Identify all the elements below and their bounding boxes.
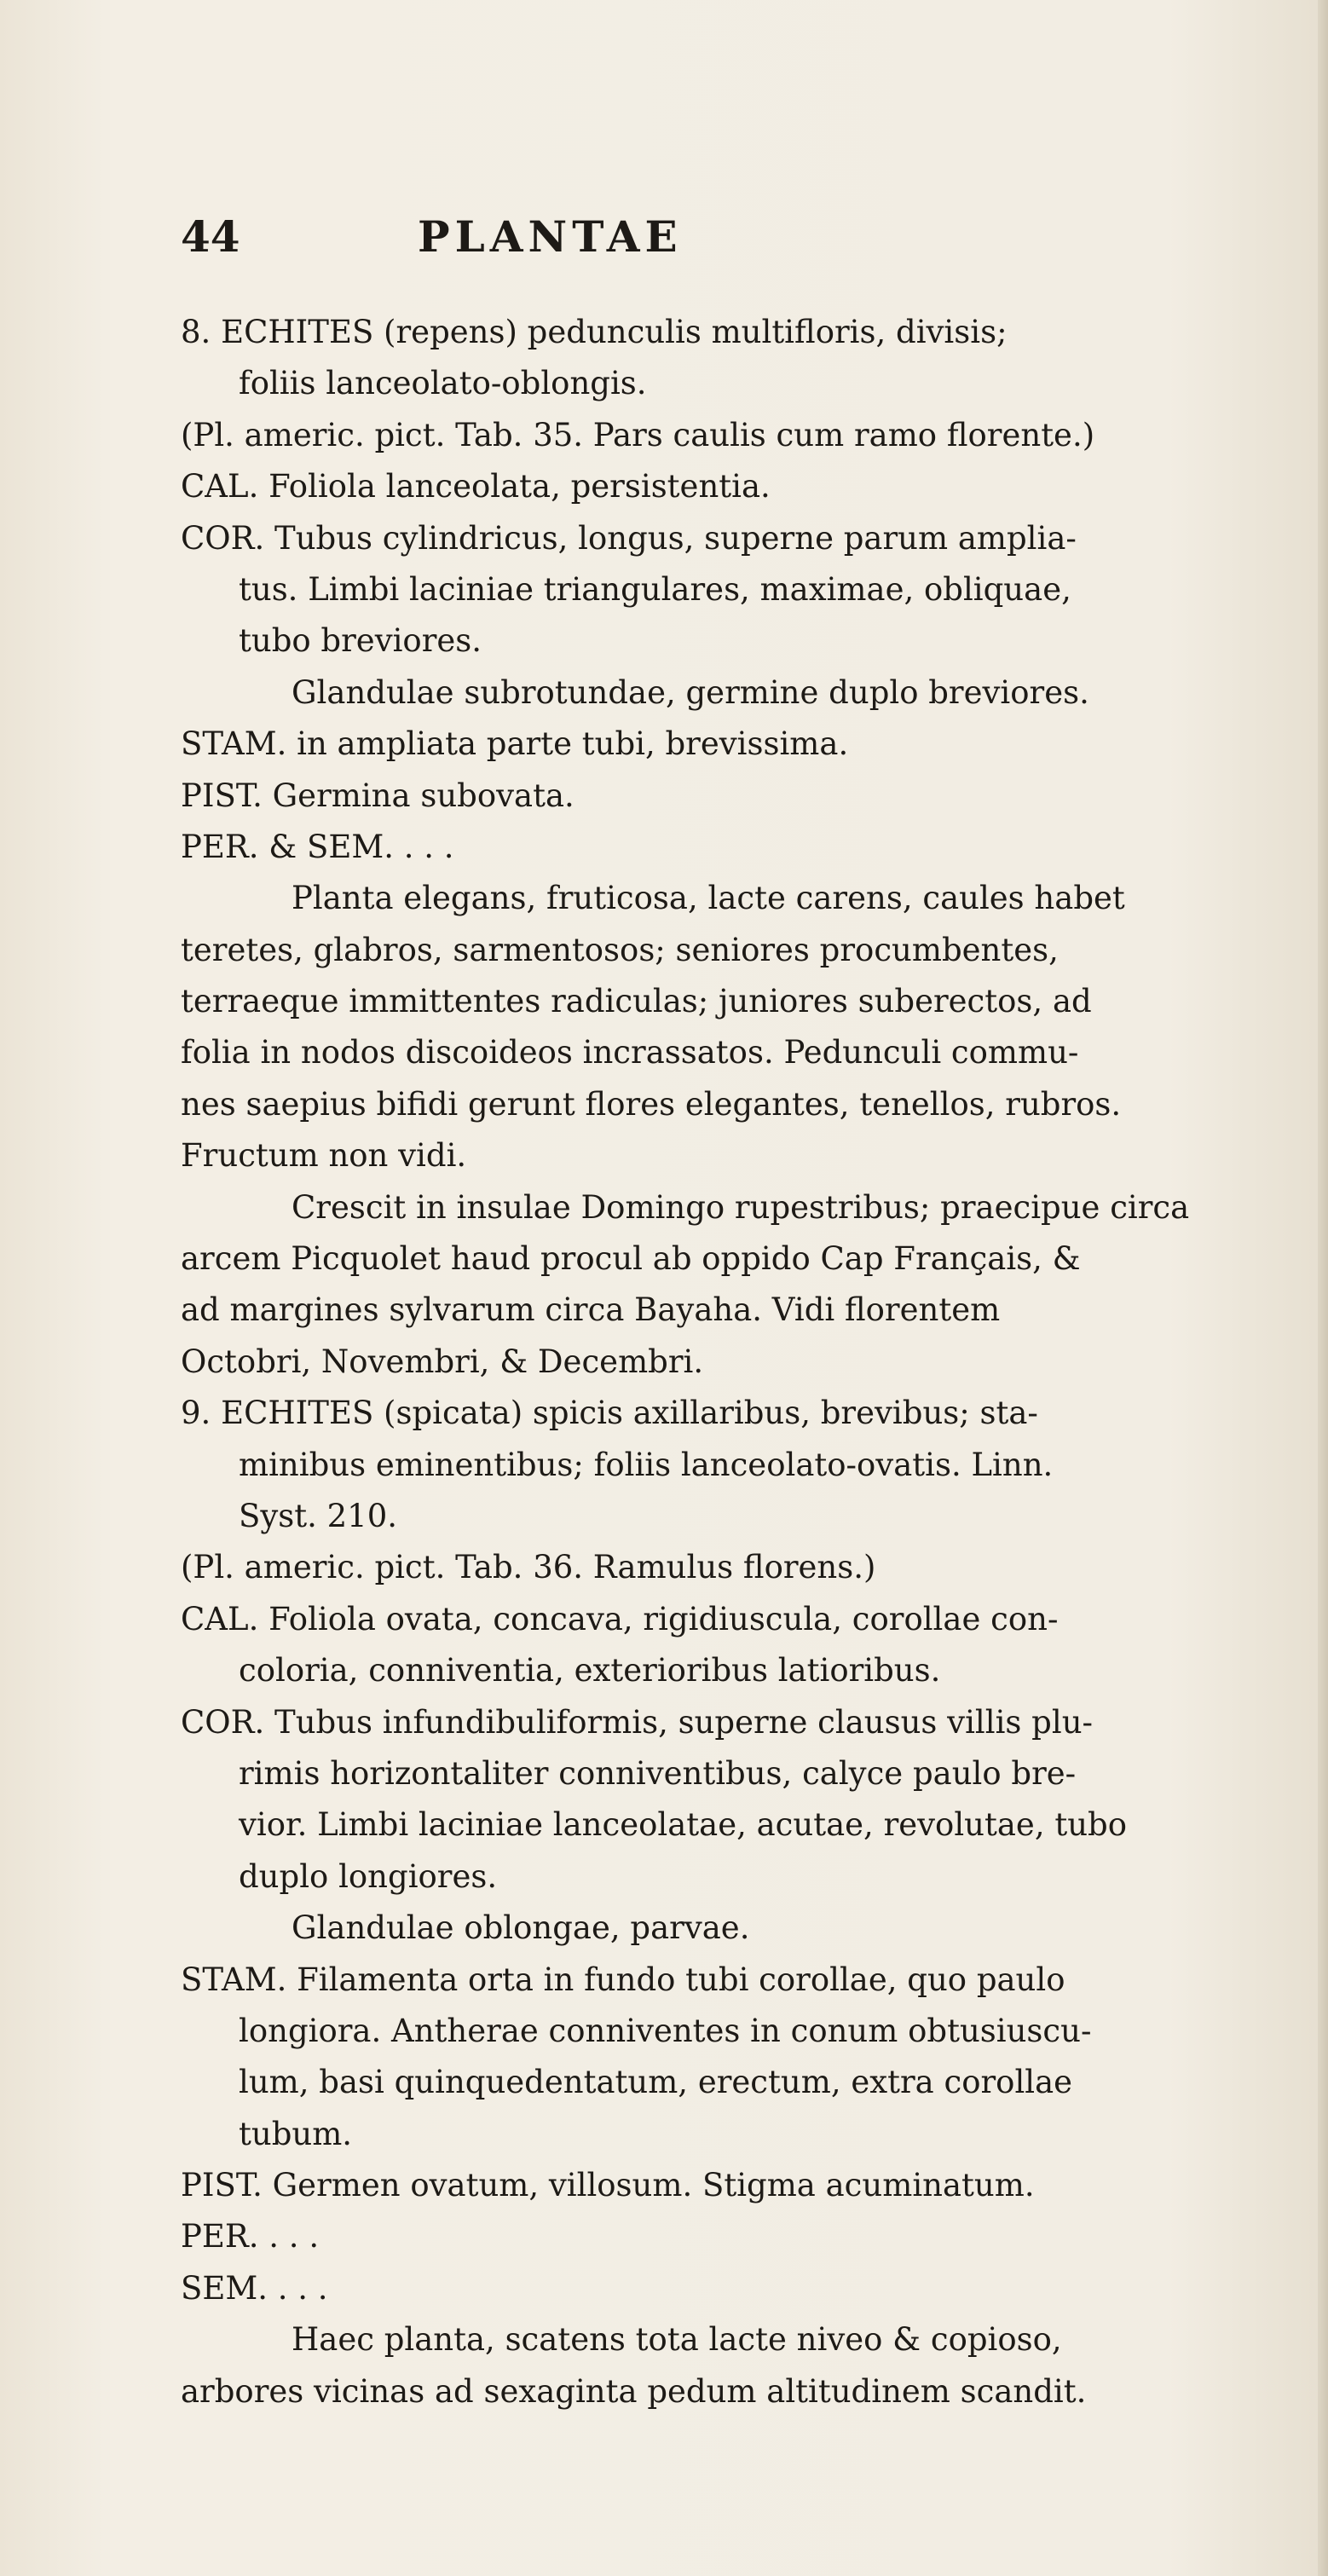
text-line: 9. ECHITES (spicata) spicis axillaribus, brevibus; sta- (181, 1395, 1038, 1432)
text-line: rimis horizontaliter conniventibus, calyce paulo bre- (239, 1754, 1077, 1792)
text-line: STAM. Filamenta orta in fundo tubi corollae, quo paulo (181, 1961, 1065, 1998)
page-header (181, 211, 1255, 271)
text-line: Fructum non vidi. (181, 1137, 467, 1175)
text-line: SEM. . . . (181, 2269, 328, 2307)
text-line: terraeque immittentes radiculas; juniores suberectos, ad (181, 983, 1092, 1020)
text-line: nes saepius bifidi gerunt flores elegantes, tenellos, rubros. (181, 1085, 1122, 1123)
text-line: tubum. (239, 2115, 353, 2152)
text-line: minibus eminentibus; foliis lanceolato-ovatis. Linn. (239, 1446, 1054, 1483)
text-line: arbores vicinas ad sexaginta pedum altitudinem scandit. (181, 2372, 1087, 2410)
text-line: (Pl. americ. pict. Tab. 36. Ramulus florens.) (181, 1549, 876, 1586)
text-line: Planta elegans, fruticosa, lacte carens, caules habet (292, 880, 1125, 917)
page-number: 44 (181, 211, 240, 262)
text-line: PER. & SEM. . . . (181, 828, 454, 865)
text-line: foliis lanceolato-oblongis. (239, 365, 647, 402)
text-line: COR. Tubus infundibuliformis, superne clausus villis plu- (181, 1703, 1094, 1741)
text-line: arcem Picquolet haud procul ab oppido Cap Français, & (181, 1240, 1081, 1278)
text-line: longiora. Antherae conniventes in conum obtusiuscu- (239, 2012, 1092, 2049)
text-line: PIST. Germen ovatum, villosum. Stigma acuminatum. (181, 2167, 1035, 2204)
body-text (181, 307, 1323, 2417)
running-title: PLANTAE (418, 211, 683, 262)
text-line: Octobri, Novembri, & Decembri. (181, 1343, 704, 1380)
text-line: tus. Limbi laciniae triangulares, maximae, obliquae, (239, 570, 1071, 608)
text-line: lum, basi quinquedentatum, erectum, extra corollae (239, 2064, 1073, 2101)
text-line: Glandulae subrotundae, germine duplo breviores. (292, 673, 1089, 711)
text-line: tubo breviores. (239, 622, 482, 660)
text-line: CAL. Foliola lanceolata, persistentia. (181, 468, 771, 505)
text-line: Glandulae oblongae, parvae. (292, 1909, 750, 1947)
text-line: STAM. in ampliata parte tubi, brevissima. (181, 725, 849, 763)
text-line: duplo longiores. (239, 1857, 498, 1895)
text-line: PIST. Germina subovata. (181, 777, 575, 814)
text-line: (Pl. americ. pict. Tab. 35. Pars caulis cum ramo florente.) (181, 416, 1095, 453)
text-line: COR. Tubus cylindricus, longus, superne parum amplia- (181, 519, 1077, 557)
text-line: coloria, conniventia, exterioribus latioribus. (239, 1652, 941, 1689)
text-line: folia in nodos discoideos incrassatos. Pedunculi commu- (181, 1034, 1079, 1071)
text-line: PER. . . . (181, 2218, 320, 2255)
text-line: Syst. 210. (239, 1497, 398, 1534)
text-line: 8. ECHITES (repens) pedunculis multifloris, divisis; (181, 314, 1008, 350)
text-line: teretes, glabros, sarmentosos; seniores procumbentes, (181, 931, 1059, 968)
text-line: CAL. Foliola ovata, concava, rigidiuscula, corollae con- (181, 1600, 1059, 1637)
text-line: vior. Limbi laciniae lanceolatae, acutae, revolutae, tubo (239, 1806, 1127, 1844)
text-line: ad margines sylvarum circa Bayaha. Vidi florentem (181, 1291, 1001, 1329)
text-line: Crescit in insulae Domingo rupestribus; praecipue circa (292, 1188, 1190, 1226)
text-line: Haec planta, scatens tota lacte niveo & copioso, (292, 2321, 1062, 2359)
